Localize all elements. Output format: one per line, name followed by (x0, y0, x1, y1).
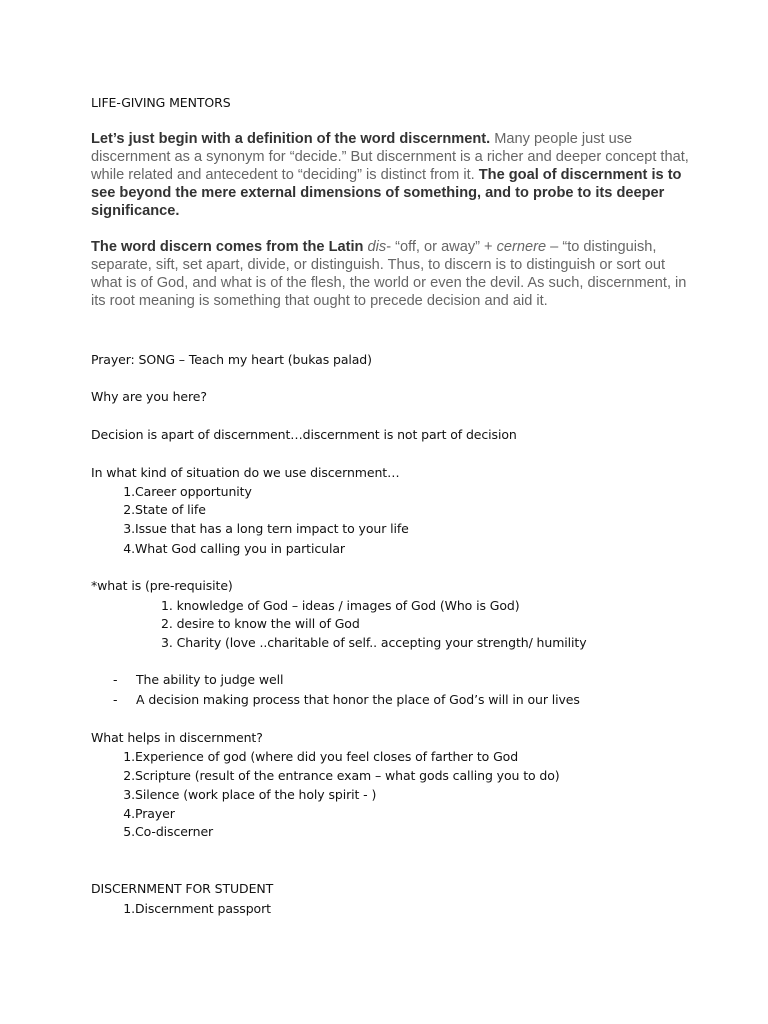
etymology-latin-dis: dis (367, 239, 387, 255)
student-heading: DISCERNMENT FOR STUDENT (91, 881, 274, 896)
definition-paragraph (91, 130, 691, 220)
etymology-text-1: - “off, or away” + (386, 239, 497, 255)
etymology-paragraph (91, 238, 691, 310)
etymology-bold-intro: The word discern comes from the Latin (91, 239, 368, 255)
etymology-text-2: – “to distinguish, separate, sift, set apart, divide, or distinguish. Thus, to discern is to distinguish or sort out what is of God, and what is of the flesh, the world or even the devil. As such, discernment, in its root meaning is something that ought to precede decision and aid it. (91, 239, 687, 310)
why-question: Why are you here? (91, 389, 207, 404)
document-title: LIFE-GIVING MENTORS (91, 95, 231, 110)
situation-heading: In what kind of situation do we use discernment… (91, 465, 400, 480)
helps-heading: What helps in discernment? (91, 730, 263, 745)
prerequisite-heading: *what is (pre-requisite) (91, 578, 233, 593)
definition-text: Many people just use discernment as a synonym for “decide.” But discernment is a richer and deeper concept that, while related and antecedent to “deciding” is distinct from it. (91, 131, 689, 184)
definition-bold-intro: Let’s just begin with a definition of the word discernment. (91, 131, 491, 147)
decision-statement: Decision is apart of discernment…discernment is not part of decision (91, 427, 517, 442)
etymology-latin-cernere: cernere (496, 239, 547, 255)
document-page: LIFE-GIVING MENTORS Let’s just begin with a definition of the word discernment. Many people just use discernment as a synonym for “decide.” But discernment is a richer and deeper concept that, while related and antecedent to “deciding” is distinct from it. The goal of discernment is to see beyond the mere external dimensions of something, and to probe to its deeper significance. The word discern comes from the Latin dis- “off, or away” + cernere – “to distinguish, separate, sift, set apart, divide, or distinguish. Thus, to discern is to distinguish or sort out what is of God, and what is of the flesh, the world or even the devil. As such, discernment, in its root meaning is something that ought to precede decision and aid it. Prayer: SONG – Teach my heart (bukas palad) Why are you here? Decision is apart of discernment…discernment is not part of decision In what kind of situation do we use discernment… 1. Career opportunity 2. State of life 3. Issue that has a long tern impact to your life 4. What God calling you in particular *what is (pre-requisite) 1. knowledge of God – ideas / images of God (Who is God) 2. desire to know the will of God 3. Charity (love ..charitable of self.. accepting your strength/ humility - The ability to judge well - A decision making process that honor the place of God’s will in our lives What helps in discernment? 1. Experience of god (where did you feel closes of farther to God 2. Scripture (result of the entrance exam – what gods calling you to do) 3. Silence (work place of the holy spirit - ) 4. Prayer 5. Co-discerner DISCERNMENT FOR STUDENT 1. Discernment passport (0, 0, 768, 1024)
definition-bold-goal: The goal of discernment is to see beyond the mere external dimensions of something, and to probe to its deeper significance. (91, 167, 682, 220)
list-item: 2. desire to know the will of God (161, 616, 360, 631)
list-item: 1. knowledge of God – ideas / images of God (Who is God) (161, 598, 520, 613)
list-item: 3. Charity (love ..charitable of self.. accepting your strength/ humility (161, 635, 587, 650)
prayer-line: Prayer: SONG – Teach my heart (bukas palad) (91, 352, 372, 367)
